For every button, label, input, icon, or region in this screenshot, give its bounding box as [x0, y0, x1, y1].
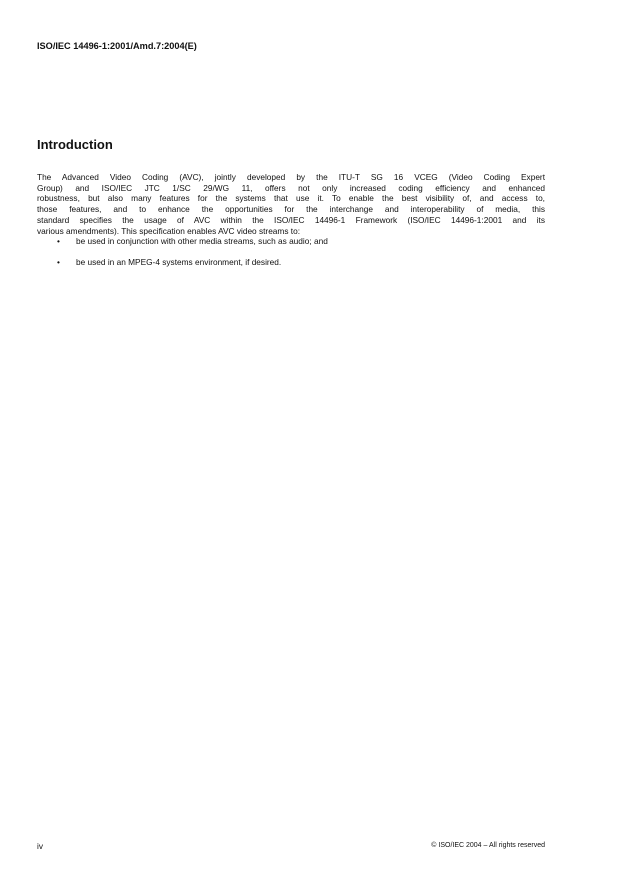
bullet-text: be used in an MPEG-4 systems environment, if desired. [76, 257, 282, 267]
bullet-icon: • [57, 236, 60, 246]
intro-paragraph [37, 172, 545, 236]
bullet-icon: • [57, 257, 60, 267]
paragraph-line: Group) and ISO/IEC JTC 1/SC 29/WG 11, offers not only increased coding efficiency and enhanced [37, 182, 545, 193]
paragraph-line: standard specifies the usage of AVC within the ISO/IEC 14496-1 Framework (ISO/IEC 14496-1:2001 and its [37, 214, 545, 225]
paragraph-line: robustness, but also many features for the systems that use it. To enable the best visibility of, and access to, [37, 193, 545, 204]
paragraph-line: those features, and to enhance the opportunities for the interchange and interoperability of media, this [37, 204, 545, 215]
paragraph-line: various amendments). This specification enables AVC video streams to: [37, 225, 301, 236]
paragraph-line: The Advanced Video Coding (AVC), jointly developed by the ITU-T SG 16 VCEG (Video Coding Expert [37, 172, 545, 182]
page-number: iv [37, 841, 43, 851]
bullet-text: be used in conjunction with other media streams, such as audio; and [76, 236, 328, 246]
copyright-notice: © ISO/IEC 2004 – All rights reserved [431, 842, 545, 849]
document-header: ISO/IEC 14496-1:2001/Amd.7:2004(E) [37, 41, 197, 51]
section-title: Introduction [37, 137, 113, 152]
